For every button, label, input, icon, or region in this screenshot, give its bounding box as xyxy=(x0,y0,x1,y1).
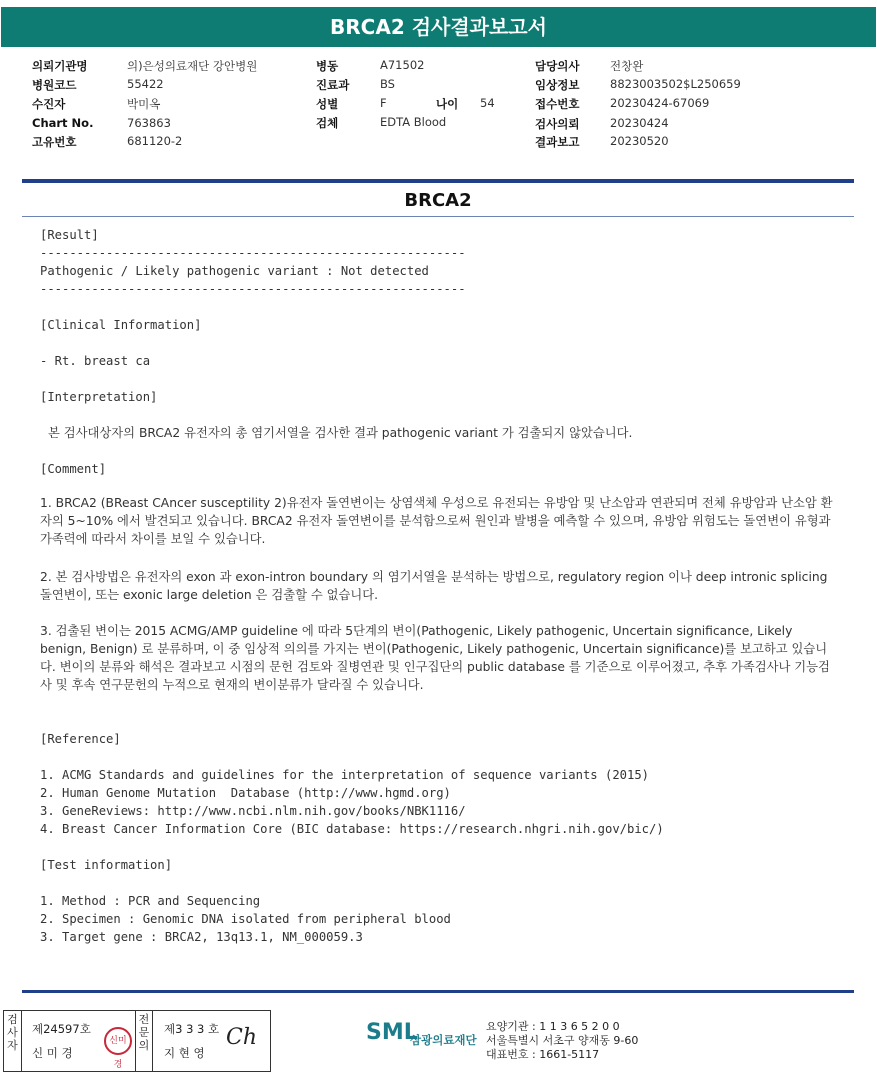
examiner-head: 검사자 xyxy=(4,1011,22,1071)
specialist-head: 전문의 xyxy=(135,1011,153,1071)
label-request-date: 검사의뢰 xyxy=(535,117,580,131)
institution-phone: 대표번호 : 1661-5117 xyxy=(486,1048,600,1061)
section-title: BRCA2 xyxy=(404,190,472,211)
label-physician: 담당의사 xyxy=(535,59,580,73)
value-specimen: EDTA Blood xyxy=(380,115,447,129)
value-sex: F xyxy=(380,96,387,110)
label-chart-no: Chart No. xyxy=(32,116,94,130)
value-request-date: 20230424 xyxy=(610,116,669,130)
reference-2: 2. Human Genome Mutation Database (http://www.hgmd.org) xyxy=(40,786,451,800)
value-ward: A71502 xyxy=(380,58,425,72)
value-physician: 전창완 xyxy=(610,59,644,73)
test-info-2: 2. Specimen : Genomic DNA isolated from peripheral blood xyxy=(40,912,451,926)
value-clinical-info: 8823003502$L250659 xyxy=(610,77,741,91)
label-institution: 의뢰기관명 xyxy=(32,59,88,73)
interpretation-heading: [Interpretation] xyxy=(40,390,158,404)
result-heading: [Result] xyxy=(40,228,99,242)
value-age: 54 xyxy=(480,96,495,110)
reference-4: 4. Breast Cancer Information Core (BIC database: https://research.nhgri.nih.gov/bic/) xyxy=(40,822,664,836)
label-hospital-code: 병원코드 xyxy=(32,78,77,92)
label-department: 진료과 xyxy=(316,78,350,92)
value-institution: 의)은성의료재단 강안병원 xyxy=(127,59,258,73)
stamp-seal: 신미경 xyxy=(104,1027,132,1055)
sml-logo-subtitle: 삼광의료재단 xyxy=(410,1033,477,1047)
reference-1: 1. ACMG Standards and guidelines for the interpretation of sequence variants (2015) xyxy=(40,768,650,782)
reference-3: 3. GeneReviews: http://www.ncbi.nlm.nih.gov/books/NBK1116/ xyxy=(40,804,466,818)
result-dashes-bottom: ---------------------------------------------------------- xyxy=(40,282,466,296)
value-patient: 박미옥 xyxy=(127,97,161,111)
label-specimen: 검체 xyxy=(316,116,339,130)
examiner-name: 신 미 경 xyxy=(32,1046,73,1060)
footer xyxy=(0,1008,877,1074)
label-sex: 성별 xyxy=(316,97,339,111)
clinical-heading: [Clinical Information] xyxy=(40,318,202,332)
label-age: 나이 xyxy=(436,97,459,111)
specialist-license: 제3 3 3 호 xyxy=(164,1022,220,1036)
comment-1: 1. BRCA2 (BReast CAncer susceptility 2)유전자 돌연변이는 상염색체 우성으로 유전되는 유방암 및 난소암과 연관되며 전체 유방암과 난소암 환자의 5~10% 에서 발견되고 있습니다. BRCA2 유전자 돌연변이를 분석함으로써 원인과 발병을 예측할 수 있으며, 유방암 위험도는 돌연변이 유형과 가족력에 따라서 차이를 보일 수 있습니다. xyxy=(40,496,833,546)
result-dashes-top: ---------------------------------------------------------- xyxy=(40,246,466,260)
clinical-line: - Rt. breast ca xyxy=(40,354,151,368)
specialist-name: 지 현 영 xyxy=(164,1046,205,1060)
value-unique-no: 681120-2 xyxy=(127,134,183,148)
test-info-1: 1. Method : PCR and Sequencing xyxy=(40,894,261,908)
institution-address: 서울특별시 서초구 양재동 9-60 xyxy=(486,1034,639,1047)
signature-box xyxy=(3,1010,271,1072)
label-clinical-info: 임상정보 xyxy=(535,78,580,92)
value-department: BS xyxy=(380,77,395,91)
test-info-heading: [Test information] xyxy=(40,858,173,872)
reference-heading: [Reference] xyxy=(40,732,121,746)
report-title: BRCA2 검사결과보고서 xyxy=(1,7,876,47)
examiner-license: 제24597호 xyxy=(32,1022,91,1036)
signature-icon: Ch xyxy=(226,1025,258,1050)
interpretation-text: 본 검사대상자의 BRCA2 유전자의 총 염기서열을 검사한 결과 pathogenic variant 가 검출되지 않았습니다. xyxy=(48,426,633,440)
label-patient: 수진자 xyxy=(32,97,66,111)
divider-title xyxy=(22,216,854,217)
label-unique-no: 고유번호 xyxy=(32,135,77,149)
sml-logo: SML xyxy=(366,1020,418,1045)
comment-2: 2. 본 검사방법은 유전자의 exon 과 exon-intron boundary 의 염기서열을 분석하는 방법으로, regulatory region 이나 deep intronic splicing 돌연변이, 또는 exonic large deletion 은 검출할 수 없습니다. xyxy=(40,570,828,602)
test-info-3: 3. Target gene : BRCA2, 13q13.1, NM_000059.3 xyxy=(40,930,363,944)
institution-code: 요양기관 : 1 1 3 6 5 2 0 0 xyxy=(486,1020,620,1033)
comment-heading: [Comment] xyxy=(40,462,107,476)
value-receipt-no: 20230424-67069 xyxy=(610,96,710,110)
comment-3: 3. 검출된 변이는 2015 ACMG/AMP guideline 에 따라 5단계의 변이(Pathogenic, Likely pathogenic, Uncertain significance, Likely benign, Benign) 로 분류하며, 이 중 임상적 의의를 가지는 변이(Pathogenic, Likely pathogenic, Uncertain significance)를 보고하고 있습니다. 변이의 분류와 해석은 결과보고 시점의 문헌 검토와 질병연관 및 인구집단의 public database 를 기준으로 이루어졌고, 추후 가족검사나 기능검사 및 후속 연구문헌의 누적으로 현재의 변이분류가 달라질 수 있습니다. xyxy=(40,624,830,692)
value-report-date: 20230520 xyxy=(610,134,669,148)
divider-bottom xyxy=(22,990,854,993)
label-receipt-no: 접수번호 xyxy=(535,97,580,111)
label-report-date: 결과보고 xyxy=(535,135,580,149)
label-ward: 병동 xyxy=(316,59,339,73)
divider-top xyxy=(22,179,854,183)
value-hospital-code: 55422 xyxy=(127,77,164,91)
value-chart-no: 763863 xyxy=(127,116,171,130)
result-line: Pathogenic / Likely pathogenic variant : Not detected xyxy=(40,264,429,278)
